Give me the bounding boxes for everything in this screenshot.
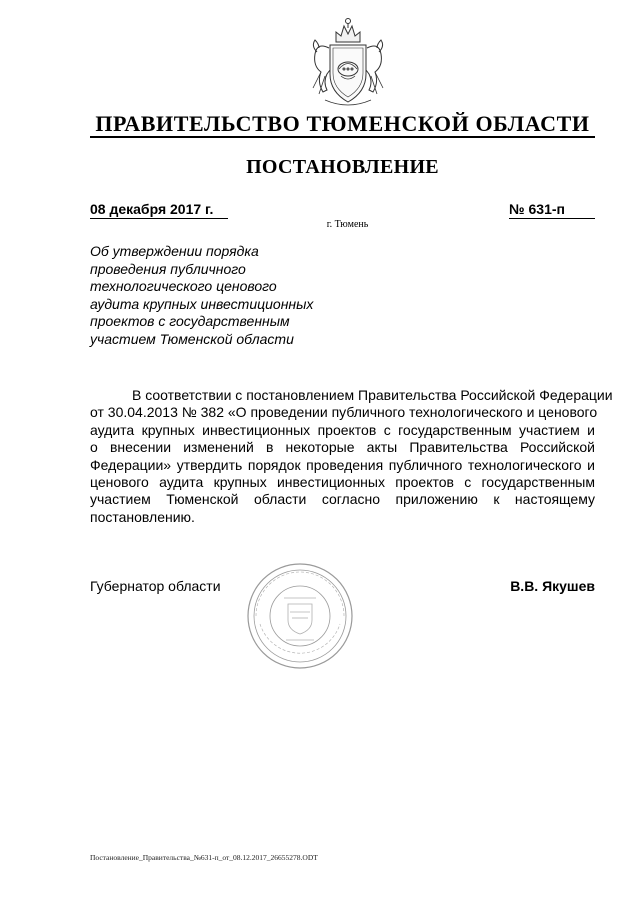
document-city: г. Тюмень [326,219,369,230]
body-line: аудита крупных инвестиционных проектов с государственным участием и [90,421,595,438]
subject-line: проведения публичного [90,260,246,277]
body-line: о внесении изменений в некоторые акты Правительства Российской [90,439,595,456]
document-number: № 631-п [509,201,595,219]
body-line: В соответствии с постановлением Правительства Российской Федерации [132,387,613,403]
subject-line: технологического ценового [90,278,277,294]
document-type-heading: ПОСТАНОВЛЕНИЕ [246,156,439,178]
body-line: постановлению. [90,508,195,525]
subject-line: аудита крупных инвестиционных [90,295,314,312]
body-line: от 30.04.2013 № 382 «О проведении публичного технологического и ценового [90,404,598,421]
organization-title: ПРАВИТЕЛЬСТВО ТЮМЕНСКОЙ ОБЛАСТИ [95,111,590,136]
file-reference: Постановление_Правительства_№631-п_от_08.12.2017_26655278.ODT [90,853,318,862]
tyumen-region-coat-of-arms-icon [303,12,393,112]
body-line: участием Тюменской области согласно приложению к настоящему [90,491,595,508]
document-date: 08 декабря 2017 г. [90,201,228,219]
subject-line: участием Тюменской области [90,330,294,347]
body-line: ценового аудита крупных инвестиционных проектов с государственным [90,474,595,491]
signatory-name: В.В. Якушев [510,578,595,594]
signatory-position: Губернатор области [90,578,221,594]
subject-line: Об утверждении порядка [90,243,259,259]
body-line: Федерации» утвердить порядок проведения публичного технологического и [90,456,595,473]
title-divider [90,136,595,138]
document-body [90,387,613,526]
subject-line: проектов с государственным [90,313,290,329]
document-subject [90,243,390,348]
official-seal-stamp-icon [246,562,354,670]
